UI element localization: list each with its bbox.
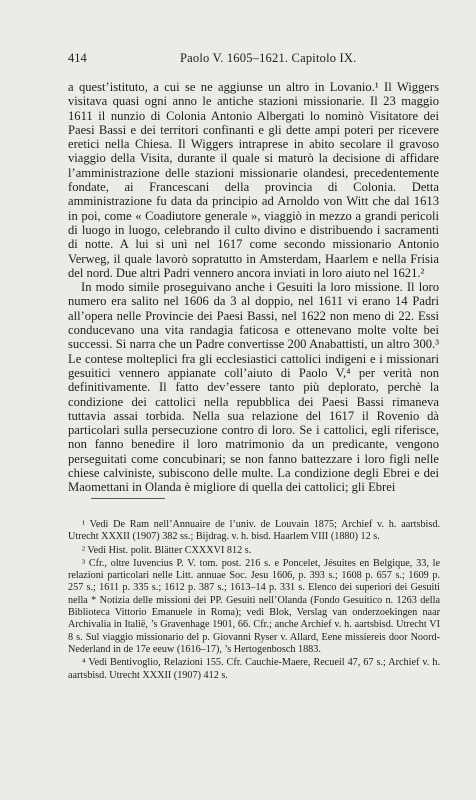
main-text xyxy=(68,80,439,495)
paragraph: a quest’istituto, a cui se ne aggiunse un altro in Lovanio.¹ Il Wiggers visitava quasi ogni anno le antiche stazioni missionarie. Il 23 maggio 1611 il nunzio di Colonia Antonio Albergati lo nominò Visitatore dei Paesi Bassi e dei territori confinanti e gli dette ampi poteri per ricevere eretici nella Chiesa. Il Wiggers intraprese in abito secolare il gravoso viaggio della Visita, durante il quale si maturò la decisione di affidare l’amministrazione delle stazioni missionarie olandesi, precedentemente fondate, ai Francescani della provincia di Colonia. Detta amministrazione fu data da principio ad Arnoldo von Witt che dal 1613 in poi, come « Coadiutore generale », viaggiò in mezzo a grandi pericoli di luogo in luogo, celebrando il culto divino e distribuendo i sacramenti di notte. A lui si unì nel 1617 come secondo missionario Antonio Verweg, il quale lavorò sopratutto in Amsterdam, Haarlem e nella Frisia del nord. Due altri Padri vennero ancora inviati in loro aiuto nel 1621.² xyxy=(68,80,439,280)
paragraph: In modo simile proseguivano anche i Gesuiti la loro missione. Il loro numero era salito nel 1606 da 3 al doppio, nel 1611 vi erano 14 Padri all’opera nelle Provincie dei Paesi Bassi, nel 1622 non meno di 22. Essi conducevano una vita randagia faticosa e ottenevano molte volte bei successi. Si narra che un Padre convertisse 200 Anabattisti, un altro 300.³ Le contese molteplici fra gli ecclesiastici cattolici indigeni e i missionari gesuitici vennero appianate coll’aiuto di Paolo V,⁴ per verità non definitivamente. Il fatto dev’essere tanto più deplorato, perchè la condizione dei cattolici nella repubblica dei Paesi Bassi rimaneva tuttavia assai torbida. Nella sua relazione del 1617 il Rovenio dà particolari sulla persecuzione contro di loro. Se i cattolici, egli riferisce, non fanno benedire il loro matrimonio da un predicante, vengono perseguitati come concubinari; se non fanno battezzare i loro figli nelle chiese calviniste, subiscono delle multe. La condizione degli Ebrei e dei Maomettani in Olanda è migliore di quella dei cattolici; gli Ebrei xyxy=(68,280,439,495)
footnote: ² Vedi Hist. polit. Blätter CXXXVI 812 s. xyxy=(82,544,252,556)
running-title: Paolo V. 1605–1621. Capitolo IX. xyxy=(180,51,357,65)
footnote: ³ Cfr., oltre Iuvencius P. V. tom. post. 216 s. e Poncelet, Jésuites en Belgique, 33, le relazioni particolari nelle Litt. annuae Soc. Jesu 1606, p. 393 s.; 1608 p. 657 s.; 1609 p. 257 s.; 1611 p. 335 s.; 1612 p. 387 s.; 1613–14 p. 331 s. Elenco dei superiori dei Gesuiti nella * Notizia delle missioni dei PP. Gesuiti nell’Olanda (Fondo Gesuitico n. 1263 della Biblioteca Vittorio Emanuele in Roma); vedi Blok, Verslag van onderzoekingen naar Archivalia in Italië, ’s Gravenhage 1901, 66. Cfr.; anche Archief v. h. aartsbisd. Utrecht VI 8 s. Sul viaggio missionario del p. Giovanni Ryser v. Allard, Eene missiereis door Noord-Nederland in de 17e eeuw (1616–17), ’s Hertogenbosch 1883. xyxy=(68,557,440,655)
footnotes xyxy=(68,519,440,682)
footnote: ⁴ Vedi Bentivoglio, Relazioni 155. Cfr. Cauchie-Maere, Recueil 47, 67 s.; Archief v. h. aartsbisd. Utrecht XXXII (1907) 412 s. xyxy=(68,657,440,681)
footnote: ¹ Vedi De Ram nell’Annuaire de l’univ. de Louvain 1875; Archief v. h. aartsbisd. Utrecht XXXII (1907) 382 ss.; Bijdrag. v. h. bisd. Haarlem VIII (1880) 12 s. xyxy=(68,519,440,543)
page-number: 414 xyxy=(68,51,87,65)
page-header xyxy=(68,50,444,66)
footnote-divider xyxy=(91,498,165,499)
